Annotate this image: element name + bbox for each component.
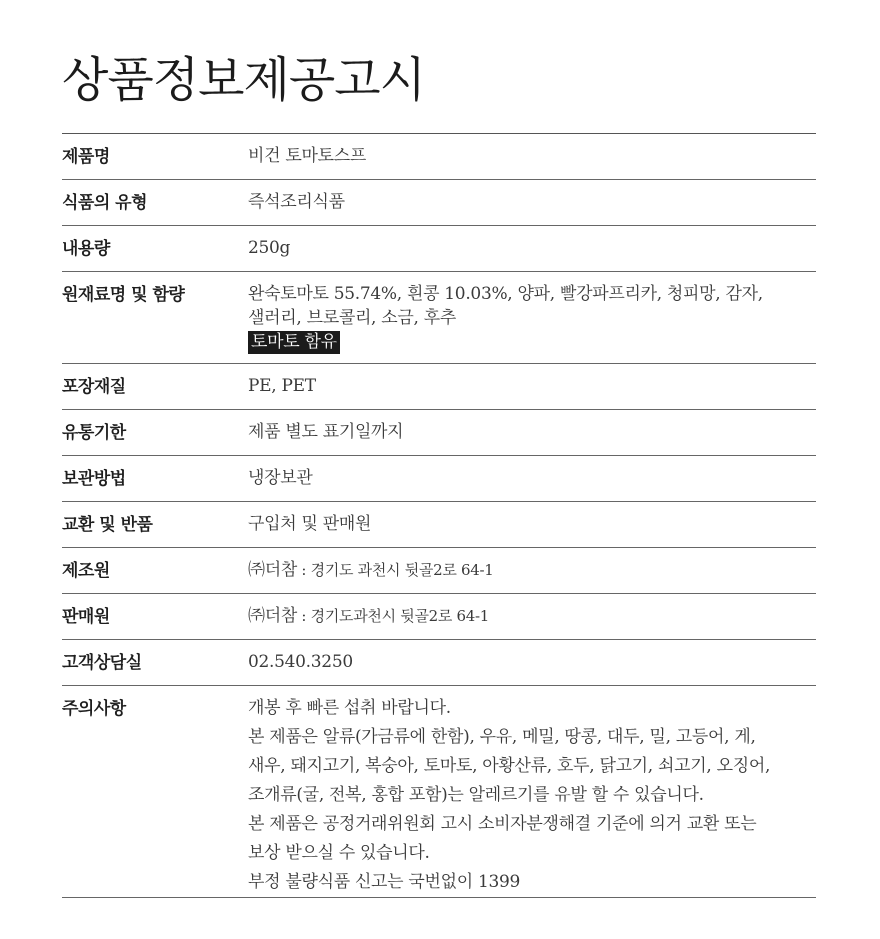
table-row-caution xyxy=(62,686,816,898)
page-title: 상품정보제공고시 xyxy=(62,52,425,108)
table-row-customer-center xyxy=(62,640,816,686)
caution-line: 본 제품은 공정거래위원회 고시 소비자분쟁해결 기준에 의거 교환 또는 xyxy=(248,814,757,834)
row-label: 식품의 유형 xyxy=(62,193,148,213)
table-row-seller xyxy=(62,594,816,640)
row-label: 포장재질 xyxy=(62,377,126,397)
caution-line: 개봉 후 빠른 섭취 바랍니다. xyxy=(248,698,451,718)
row-value: 250g xyxy=(248,238,291,258)
table-row-storage xyxy=(62,456,816,502)
row-label: 유통기한 xyxy=(62,423,126,443)
company-address: : 경기도 과천시 뒷골2로 64-1 xyxy=(296,561,494,579)
info-table xyxy=(62,133,816,898)
table-row-volume xyxy=(62,226,816,272)
caution-line: 본 제품은 알류(가금류에 한함), 우유, 메밀, 땅콩, 대두, 밀, 고등어, 게, xyxy=(248,727,756,747)
table-row-ingredients xyxy=(62,272,816,364)
caution-line: 보상 받으실 수 있습니다. xyxy=(248,843,430,863)
row-label: 제조원 xyxy=(62,561,110,581)
table-row-food-type xyxy=(62,180,816,226)
allergen-highlight: 토마토 함유 xyxy=(248,331,340,354)
row-label: 고객상담실 xyxy=(62,653,142,673)
table-row-exchange xyxy=(62,502,816,548)
row-value: PE, PET xyxy=(248,376,316,396)
row-label: 주의사항 xyxy=(62,699,126,719)
row-value xyxy=(248,548,816,593)
caution-line: 부정 불량식품 신고는 국번없이 1399 xyxy=(248,872,521,892)
ingredients-line: 완숙토마토 55.74%, 흰콩 10.03%, 양파, 빨강파프리카, 청피망, 감자, xyxy=(248,284,763,304)
row-label: 원재료명 및 함량 xyxy=(62,285,185,305)
table-row-expiry xyxy=(62,410,816,456)
table-row-product-name xyxy=(62,134,816,180)
row-value xyxy=(248,594,816,639)
row-value: 비건 토마토스프 xyxy=(248,146,366,166)
row-label: 보관방법 xyxy=(62,469,126,489)
row-label: 판매원 xyxy=(62,607,110,627)
row-value: 즉석조리식품 xyxy=(248,192,345,212)
caution-line: 조개류(굴, 전복, 홍합 포함)는 알레르기를 유발 할 수 있습니다. xyxy=(248,785,704,805)
row-value xyxy=(248,686,816,897)
company-name: ㈜더참 xyxy=(248,606,297,626)
row-value xyxy=(248,272,816,363)
company-name: ㈜더참 xyxy=(248,560,297,580)
row-value: 02.540.3250 xyxy=(248,652,353,672)
caution-line: 새우, 돼지고기, 복숭아, 토마토, 아황산류, 호두, 닭고기, 쇠고기, 오징어, xyxy=(248,756,771,776)
row-value: 구입처 및 판매원 xyxy=(248,514,372,534)
row-value: 냉장보관 xyxy=(248,468,313,488)
row-label: 내용량 xyxy=(62,239,110,259)
table-row-packaging xyxy=(62,364,816,410)
company-address: : 경기도과천시 뒷골2로 64-1 xyxy=(296,607,490,625)
row-label: 교환 및 반품 xyxy=(62,515,153,535)
row-value: 제품 별도 표기일까지 xyxy=(248,422,404,442)
row-label: 제품명 xyxy=(62,147,110,167)
table-row-manufacturer xyxy=(62,548,816,594)
ingredients-line: 샐러리, 브로콜리, 소금, 후추 xyxy=(248,308,456,328)
